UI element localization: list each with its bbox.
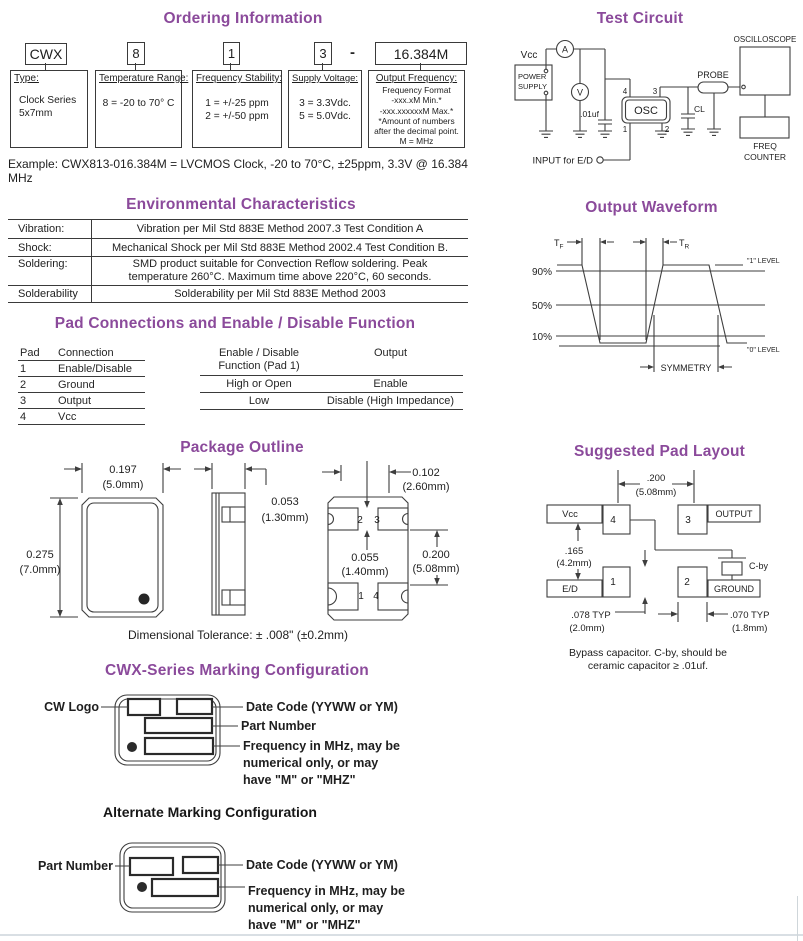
pin3-label: 3 xyxy=(652,87,658,96)
category-label: Frequency Stability: xyxy=(196,73,283,84)
category-line: 5x7mm xyxy=(19,108,53,119)
enable-disable-table xyxy=(200,346,463,410)
probe-label: PROBE xyxy=(697,70,729,80)
connector-line xyxy=(45,63,46,70)
tf-t: T xyxy=(554,238,560,248)
table-row xyxy=(8,220,468,239)
code-box-series: CWX xyxy=(25,43,67,65)
pad2-label: 2 xyxy=(684,577,690,588)
table-row xyxy=(200,393,463,410)
function-state: High or Open xyxy=(226,377,292,390)
pad2-number: 2 xyxy=(357,515,363,526)
pad-connection: Enable/Disable xyxy=(58,362,132,375)
input-terminal xyxy=(597,157,603,163)
dim-height-mm: (7.0mm) xyxy=(19,564,61,576)
power-supply-label: POWER xyxy=(518,72,547,81)
alt-marking-diagram xyxy=(15,835,475,938)
output-label: OUTPUT xyxy=(715,509,753,519)
frequency-box xyxy=(145,738,213,754)
table-header-row xyxy=(18,346,145,361)
category-line: M = MHz xyxy=(399,136,434,147)
page-edge-mark xyxy=(797,896,798,941)
pin1-label: 1 xyxy=(622,125,628,134)
date-code-box xyxy=(183,857,218,873)
env-row-name: Vibration: xyxy=(8,220,92,238)
env-row-name: Solderability xyxy=(8,286,92,302)
category-line: Frequency Format xyxy=(382,85,451,95)
category-label: Supply Voltage: xyxy=(292,73,359,84)
category-line: Clock Series xyxy=(19,95,77,106)
cw-logo-box xyxy=(128,699,160,715)
section-title: Output Waveform xyxy=(585,199,718,216)
env-row-desc: Vibration per Mil Std 883E Method 2007.3 Test Condition A xyxy=(136,223,424,235)
dim-gap-mm: (1.40mm) xyxy=(341,566,389,578)
marking-diagram xyxy=(15,688,467,803)
level-50-label: 50% xyxy=(531,301,552,312)
dim-gap-value: 0.055 xyxy=(351,552,379,564)
pad-connection-table xyxy=(18,346,145,425)
voltmeter-label: V xyxy=(576,87,584,98)
table-row xyxy=(18,377,145,393)
pad4-label: 4 xyxy=(610,515,616,526)
ammeter-label: A xyxy=(561,44,569,55)
pad3-label: 3 xyxy=(685,515,691,526)
dim-thickness-mm: (1.30mm) xyxy=(261,512,309,524)
terminal-dot xyxy=(544,91,548,95)
dim-typ2-value: .070 TYP xyxy=(730,610,770,621)
pad3-number: 3 xyxy=(374,515,380,526)
section-title: Alternate Marking Configuration xyxy=(103,804,317,820)
date-code-label: Date Code (YYWW or YM) xyxy=(246,700,398,714)
category-box-frequency xyxy=(368,70,465,148)
dim-pitch-mm: (5.08mm) xyxy=(412,563,460,575)
env-row-desc xyxy=(92,257,468,285)
connector-line xyxy=(322,63,323,70)
pad2-box xyxy=(678,567,707,597)
col-header-pad: Pad xyxy=(20,347,40,359)
pad1-label: 1 xyxy=(610,577,616,588)
dim-width-mm: (5.0mm) xyxy=(102,479,144,491)
table-header-row xyxy=(200,346,463,376)
code-box-stability: 1 xyxy=(223,42,240,65)
table-row xyxy=(200,376,463,393)
part-number-box xyxy=(145,718,212,733)
frequency-label: Frequency in MHz, may be xyxy=(248,884,405,898)
pin2-label: 2 xyxy=(664,125,670,134)
pin4-label: 4 xyxy=(622,87,628,96)
connector-line xyxy=(230,63,231,70)
frequency-label: numerical only, or may xyxy=(248,901,384,915)
pad-connection: Output xyxy=(58,394,92,407)
power-supply-label: SUPPLY xyxy=(518,82,548,91)
pad4-number: 4 xyxy=(373,591,379,602)
section-title: Suggested Pad Layout xyxy=(573,443,746,460)
part-number-box xyxy=(130,858,173,875)
section-title: CWX-Series Marking Configuration xyxy=(105,662,369,679)
pad-number: 2 xyxy=(20,378,27,391)
category-line: -xxx.xM Min.* xyxy=(391,95,442,106)
package-outline-drawing xyxy=(20,455,465,625)
pad-number: 3 xyxy=(20,394,27,407)
category-line: -xxx.xxxxxxM Max.* xyxy=(379,105,454,116)
part-number-label: Part Number xyxy=(241,719,317,733)
page-divider xyxy=(0,934,803,936)
pad1-box xyxy=(603,567,630,597)
code-box-frequency: 16.384M xyxy=(375,42,467,65)
terminal-dot xyxy=(544,69,548,73)
frequency-label: Frequency in MHz, may be xyxy=(243,739,400,753)
dim-typ1-value: .078 TYP xyxy=(571,610,611,621)
tr-t: T xyxy=(679,238,685,248)
category-box-type xyxy=(10,70,88,148)
table-row xyxy=(18,361,145,377)
part-number-label: Part Number xyxy=(37,859,113,873)
env-row-desc: Mechanical Shock per Mil Std 883E Method 2002.4 Test Condition B. xyxy=(111,241,449,254)
category-line: 2 = +/-50 ppm xyxy=(205,110,269,122)
category-line: after the decimal point. xyxy=(374,126,459,137)
pad-layout-drawing xyxy=(490,462,790,644)
table-row xyxy=(8,286,468,303)
col-header-output: Output xyxy=(373,347,408,359)
env-row-name: Shock: xyxy=(8,239,92,256)
section-title: Ordering Information xyxy=(163,10,323,27)
category-box-voltage xyxy=(288,70,362,148)
env-row-desc: Solderability per Mil Std 883E Method 2003 xyxy=(174,288,386,300)
vcc-label: Vcc xyxy=(520,50,538,61)
scope-terminal xyxy=(742,85,746,89)
one-level-label: "1" LEVEL xyxy=(747,258,780,265)
ed-label: E/D xyxy=(562,584,578,595)
category-label: Temperature Range: xyxy=(99,73,189,84)
frequency-box xyxy=(152,879,218,896)
category-line: 5 = 5.0Vdc. xyxy=(299,110,351,122)
freq-counter-label: COUNTER xyxy=(743,152,787,162)
category-line: 8 = -20 to 70° C xyxy=(102,98,175,109)
date-code-label: Date Code (YYWW or YM) xyxy=(246,858,398,872)
dim-typ2-mm: (1.8mm) xyxy=(732,623,768,634)
dim-thickness-value: 0.053 xyxy=(271,496,299,508)
date-code-box xyxy=(177,699,212,714)
package-outline-outer xyxy=(120,843,225,912)
env-row-name: Soldering: xyxy=(8,257,92,285)
test-circuit-diagram xyxy=(470,30,803,180)
tolerance-note: Dimensional Tolerance: ± .008" (±0.2mm) xyxy=(128,628,348,642)
environmental-table xyxy=(8,219,468,303)
code-dash: - xyxy=(350,44,355,61)
category-label: Output Frequency: xyxy=(375,73,458,84)
dim-width-value: 0.197 xyxy=(109,464,137,476)
fall-time-label xyxy=(554,238,564,251)
col-header-connection: Connection xyxy=(58,347,114,359)
vcc-label: Vcc xyxy=(562,509,578,520)
category-box-temp xyxy=(95,70,189,148)
cby-label: C-by xyxy=(749,561,769,571)
pad-number: 4 xyxy=(20,410,27,423)
tf-f: F xyxy=(559,243,564,251)
level-10-label: 10% xyxy=(531,332,552,343)
category-line: *Amount of numbers xyxy=(378,115,455,126)
cl-label: CL xyxy=(694,104,705,114)
category-label: Type: xyxy=(14,73,39,84)
input-label: INPUT for E/D xyxy=(532,155,593,167)
level-90-label: 90% xyxy=(531,267,552,278)
category-line: 3 = 3.3Vdc. xyxy=(299,98,351,109)
dim-pitch-value: 0.200 xyxy=(422,549,450,561)
pad-connection: Vcc xyxy=(58,410,77,423)
pad4-box xyxy=(603,505,630,534)
waveform-diagram xyxy=(470,225,803,395)
waveform-lines xyxy=(556,238,765,372)
dim-h-value: .200 xyxy=(646,473,666,484)
table-row xyxy=(18,393,145,409)
pin1-dot xyxy=(137,882,147,892)
section-title: Pad Connections and Enable / Disable Function xyxy=(54,315,416,332)
tr-r: R xyxy=(684,243,690,251)
dim-padw-mm: (2.60mm) xyxy=(402,481,450,493)
freq-counter-box xyxy=(740,117,789,138)
section-title: Package Outline xyxy=(180,439,304,456)
code-box-temp: 8 xyxy=(127,42,145,65)
dim-h-mm: (5.08mm) xyxy=(635,487,677,498)
bypass-cap-label: .01uf xyxy=(580,109,599,119)
env-row-desc-line: temperature 260°C. Maximum time above 220°C, 60 seconds. xyxy=(128,271,432,283)
dim-height-value: 0.275 xyxy=(26,549,54,561)
bottom-view xyxy=(322,461,460,620)
function-state: Low xyxy=(248,394,270,407)
bypass-note: Bypass capacitor. C-by, should be ceramic capacitor ≥ .01uf. xyxy=(569,647,727,672)
oscilloscope-box xyxy=(740,47,790,95)
layout-dimensions xyxy=(556,470,769,634)
zero-level-label: "0" LEVEL xyxy=(747,347,780,354)
pad-connection: Ground xyxy=(58,378,95,391)
table-row xyxy=(8,257,468,286)
pad1-number: 1 xyxy=(358,591,364,602)
category-box-stability xyxy=(192,70,282,148)
dim-v-mm: (4.2mm) xyxy=(556,558,592,569)
section-title: Test Circuit xyxy=(596,10,684,27)
symmetry-label: SYMMETRY xyxy=(660,363,712,373)
col-header-function: Enable / Disable Function (Pad 1) xyxy=(218,347,300,372)
osc-label: OSC xyxy=(634,105,658,117)
output-state: Enable xyxy=(373,377,408,390)
category-line: 1 = +/-25 ppm xyxy=(205,98,269,109)
dim-typ1-mm: (2.0mm) xyxy=(569,623,605,634)
table-row xyxy=(8,239,468,257)
freq-counter-label: FREQ xyxy=(753,141,777,151)
table-row xyxy=(18,409,145,425)
side-view xyxy=(194,463,309,615)
frequency-label: have "M" or "MHZ" xyxy=(248,918,361,932)
bypass-capacitor xyxy=(630,520,746,580)
pin1-dot xyxy=(139,594,150,605)
leader-lines xyxy=(101,707,243,746)
pad-number: 1 xyxy=(20,362,27,375)
env-row-desc-line: SMD product suitable for Convection Reflow soldering. Peak xyxy=(132,258,428,270)
oscilloscope-label: OSCILLOSCOPE xyxy=(733,35,797,44)
pad3-box xyxy=(678,505,707,534)
connector-line xyxy=(135,63,136,70)
connector-line xyxy=(420,63,421,70)
frequency-label: have "M" or "MHZ" xyxy=(243,773,356,787)
ordering-example: Example: CWX813-016.384M = LVCMOS Clock, -20 to 70°C, ±25ppm, 3.3V @ 16.384 MHz xyxy=(8,157,468,185)
probe-symbol xyxy=(698,82,728,93)
ground-label: GROUND xyxy=(714,584,754,594)
dim-v-value: .165 xyxy=(564,546,584,557)
section-title: Environmental Characteristics xyxy=(126,196,356,213)
frequency-label: numerical only, or may xyxy=(243,756,379,770)
code-box-voltage: 3 xyxy=(314,42,332,65)
top-view xyxy=(20,463,181,617)
rise-time-label xyxy=(679,238,690,251)
dim-padw-value: 0.102 xyxy=(412,467,440,479)
cw-logo-label: CW Logo xyxy=(44,700,99,714)
pin1-dot xyxy=(127,742,137,752)
output-state: Disable (High Impedance) xyxy=(326,394,455,407)
